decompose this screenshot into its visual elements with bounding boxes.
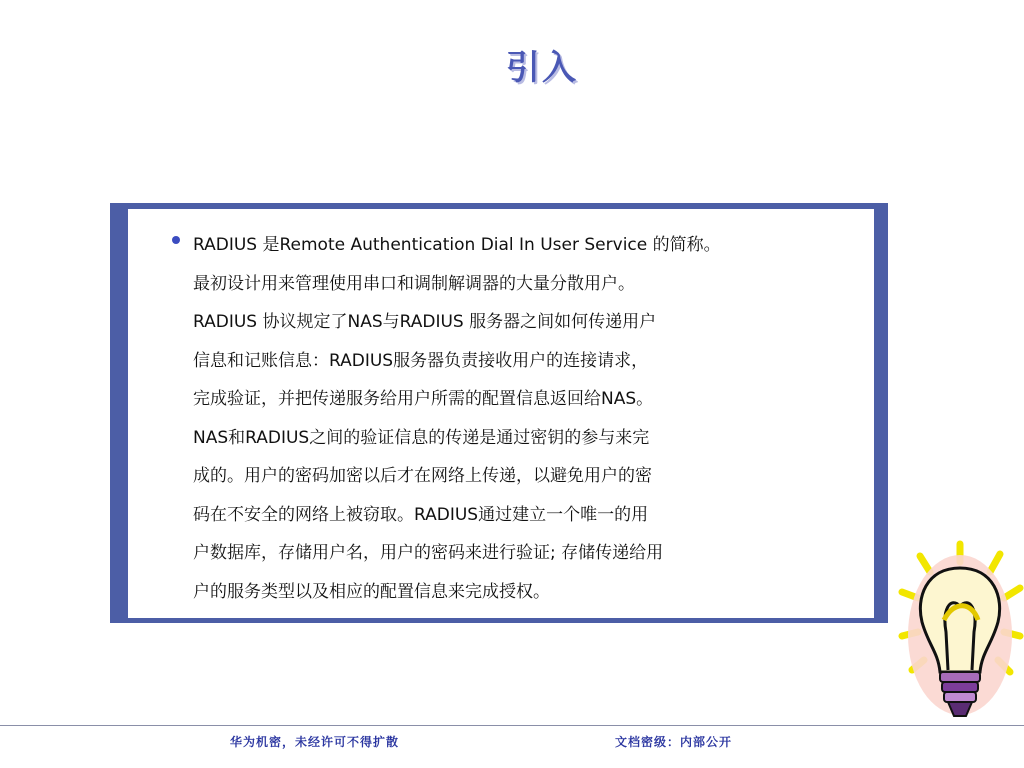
- footer-classification: 文档密级：内部公开: [615, 735, 733, 749]
- bullet-icon: [172, 236, 180, 244]
- body-line: NAS和RADIUS之间的验证信息的传递是通过密钥的参与来完: [193, 427, 650, 448]
- body-line: 信息和记账信息：RADIUS服务器负责接收用户的连接请求，: [193, 350, 649, 371]
- body-paragraph: [193, 226, 843, 611]
- body-line: 成的。用户的密码加密以后才在网络上传递，以避免用户的密: [193, 466, 652, 486]
- slide-title: 引入: [506, 48, 578, 88]
- body-line: 户数据库，存储用户名，用户的密码来进行验证; 存储传递给用: [193, 543, 664, 563]
- footer-confidentiality: 华为机密，未经许可不得扩散: [230, 735, 400, 749]
- body-line: 码在不安全的网络上被窃取。RADIUS通过建立一个唯一的用: [193, 504, 649, 525]
- footer-divider: [0, 725, 1024, 726]
- body-line: RADIUS 协议规定了NAS与RADIUS 服务器之间如何传递用户: [193, 312, 657, 332]
- lightbulb-icon: [898, 540, 1024, 740]
- body-line: RADIUS 是Remote Authentication Dial In User Service 的简称。: [193, 235, 721, 255]
- body-line: 最初设计用来管理使用串口和调制解调器的大量分散用户。: [193, 273, 635, 294]
- body-line: 完成验证，并把传递服务给用户所需的配置信息返回给NAS。: [193, 389, 654, 409]
- body-line: 户的服务类型以及相应的配置信息来完成授权。: [193, 581, 550, 602]
